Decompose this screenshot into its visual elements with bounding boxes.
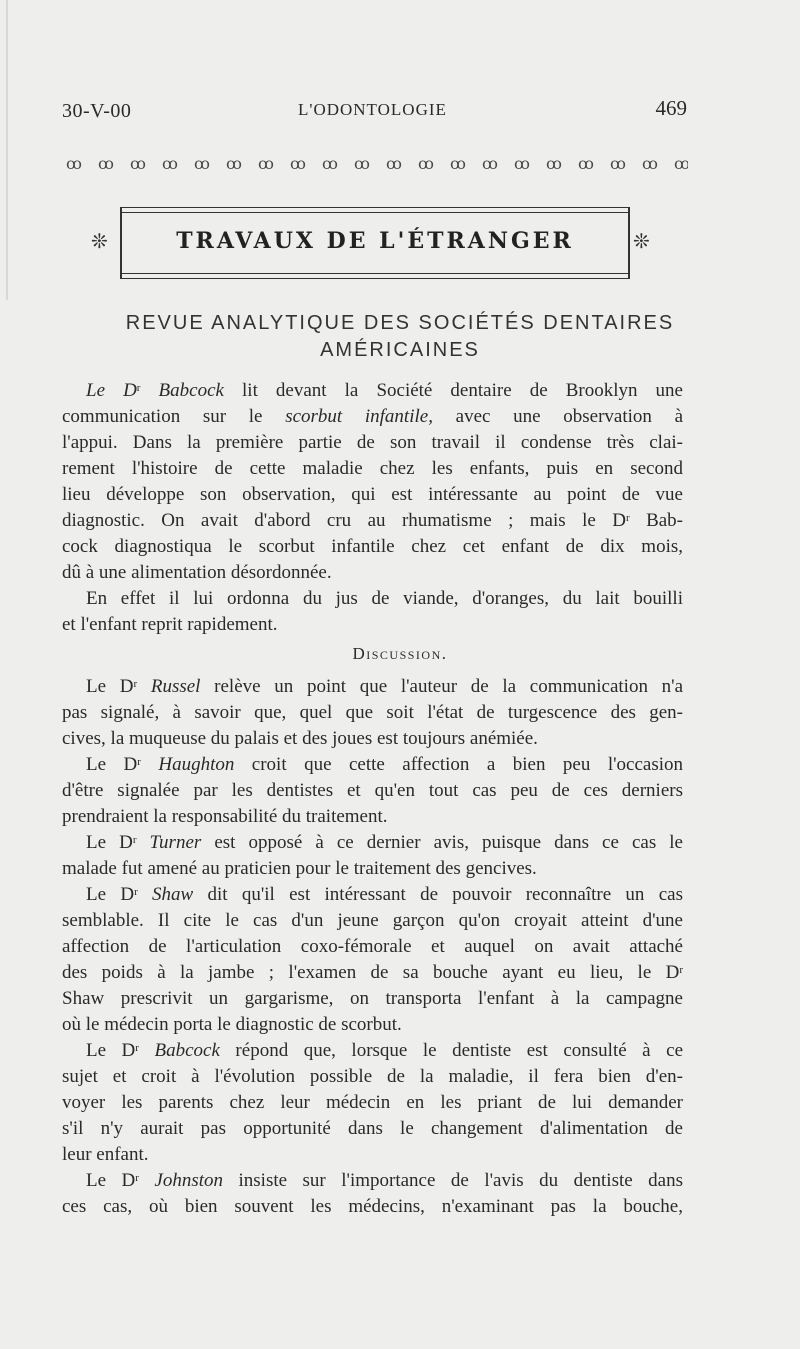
text-line: s'il n'y aurait pas opportunité dans le changement d'alimentation de [62,1118,683,1139]
fleuron-right-icon: ❊ [633,231,650,253]
text-line: affection de l'articulation coxo-fémorale et auquel on avait attaché [62,936,683,957]
text-line: où le médecin porta le diagnostic de scorbut. [62,1014,402,1035]
text-line: Le $D^r$ Russel relève un point que l'auteur de la communication n'a [86,676,684,697]
ornament-knot-icon: ꝏ [98,156,112,173]
ornament-knot-icon: ꝏ [290,156,304,173]
ornament-knot-icon: ꝏ [322,156,336,173]
ornament-knot-icon: ꝏ [66,156,80,173]
text-line: cock diagnostiqua le scorbut infantile chez cet enfant de dix mois, [62,536,683,557]
fleuron-left-icon: ❊ [91,231,108,253]
ornament-knot-icon: ꝏ [610,156,624,173]
running-head [62,96,687,126]
discussion-heading: Discussion. [352,644,448,663]
ornament-knot-icon: ꝏ [546,156,560,173]
section-title-box [120,207,630,279]
ornament-knot-icon: ꝏ [354,156,368,173]
text-line: l'appui. Dans la première partie de son travail il condense très clai- [62,432,683,453]
ornament-knot-icon: ꝏ [450,156,464,173]
ornament-knot-icon: ꝏ [258,156,272,173]
text-line: Le $D^r$ Shaw dit qu'il est intéressant de pouvoir reconnaître un cas [86,884,683,905]
text-line: d'être signalée par les dentistes et qu'en tout cas peu de ces derniers [62,780,683,801]
ornament-knot-icon: ꝏ [642,156,656,173]
ornament-knot-icon: ꝏ [578,156,592,173]
text-line: lieu développe son observation, qui est intéressante au point de vue [62,484,683,505]
text-line: Le $D^r$ Babcock lit devant la Société dentaire de Brooklyn une [86,380,683,401]
journal-title: L'ODONTOLOGIE [298,100,447,119]
ornament-knot-icon: ꝏ [482,156,496,173]
text-line: semblable. Il cite le cas d'un jeune garçon qu'on croyait atteint d'une [62,910,683,931]
text-line: Le $D^r$ Haughton croit que cette affection a bien peu l'occasion [86,754,683,775]
text-line: diagnostic. On avait d'abord cru au rhumatisme ; mais le $D^r$ Bab- [62,510,684,531]
page-number: 469 [655,96,687,120]
article-title-line-1: REVUE ANALYTIQUE DES SOCIÉTÉS DENTAIRES [125,312,675,334]
ornament-knot-icon: ꝏ [130,156,144,173]
text-line: malade fut amené au praticien pour le traitement des gencives. [62,858,537,879]
text-line: sujet et croit à l'évolution possible de la maladie, il fera bien d'en- [62,1066,683,1087]
ornamental-rule [66,153,688,177]
article-title-line-2: AMÉRICAINES [320,339,480,361]
ornament-knot-icon: ꝏ [226,156,240,173]
text-line: Shaw prescrivit un gargarisme, on transporta l'enfant à la campagne [62,988,683,1009]
text-line: cives, la muqueuse du palais et des joues est toujours anémiée. [62,728,538,749]
ornament-knot-icon: ꝏ [194,156,208,173]
text-line: Le $D^r$ Turner est opposé à ce dernier avis, puisque dans ce cas le [86,832,683,853]
text-line: Le $D^r$ Johnston insiste sur l'importance de l'avis du dentiste dans [86,1170,683,1191]
binding-shadow [6,0,8,300]
ornament-knot-icon: ꝏ [418,156,432,173]
text-line: leur enfant. [62,1144,149,1165]
text-line: dû à une alimentation désordonnée. [62,562,332,583]
text-line: prendraient la responsabilité du traitement. [62,806,388,827]
text-line: Le $D^r$ Babcock répond que, lorsque le dentiste est consulté à ce [86,1040,684,1061]
text-line: voyer les parents chez leur médecin en les priant de lui demander [62,1092,683,1113]
ornament-knot-icon: ꝏ [674,156,688,173]
text-line: pas signalé, à savoir que, quel que soit l'état de turgescence des gen- [62,702,683,723]
ornament-knot-icon: ꝏ [162,156,176,173]
text-line: des poids à la jambe ; l'examen de sa bouche ayant eu lieu, le $D^r$ [62,962,683,983]
ornament-knot-icon: ꝏ [386,156,400,173]
text-line: et l'enfant reprit rapidement. [62,614,278,635]
text-line: rement l'histoire de cette maladie chez les enfants, puis en second [62,458,683,479]
section-title: TRAVAUX DE L'ÉTRANGER [176,228,574,254]
issue-date: 30-V-00 [62,100,132,122]
text-line: En effet il lui ordonna du jus de viande, d'oranges, du lait bouilli [86,588,683,609]
ornament-knot-icon: ꝏ [514,156,528,173]
text-line: ces cas, où bien souvent les médecins, n'examinant pas la bouche, [62,1196,683,1217]
text-line: communication sur le scorbut infantile, avec une observation à [62,406,683,427]
